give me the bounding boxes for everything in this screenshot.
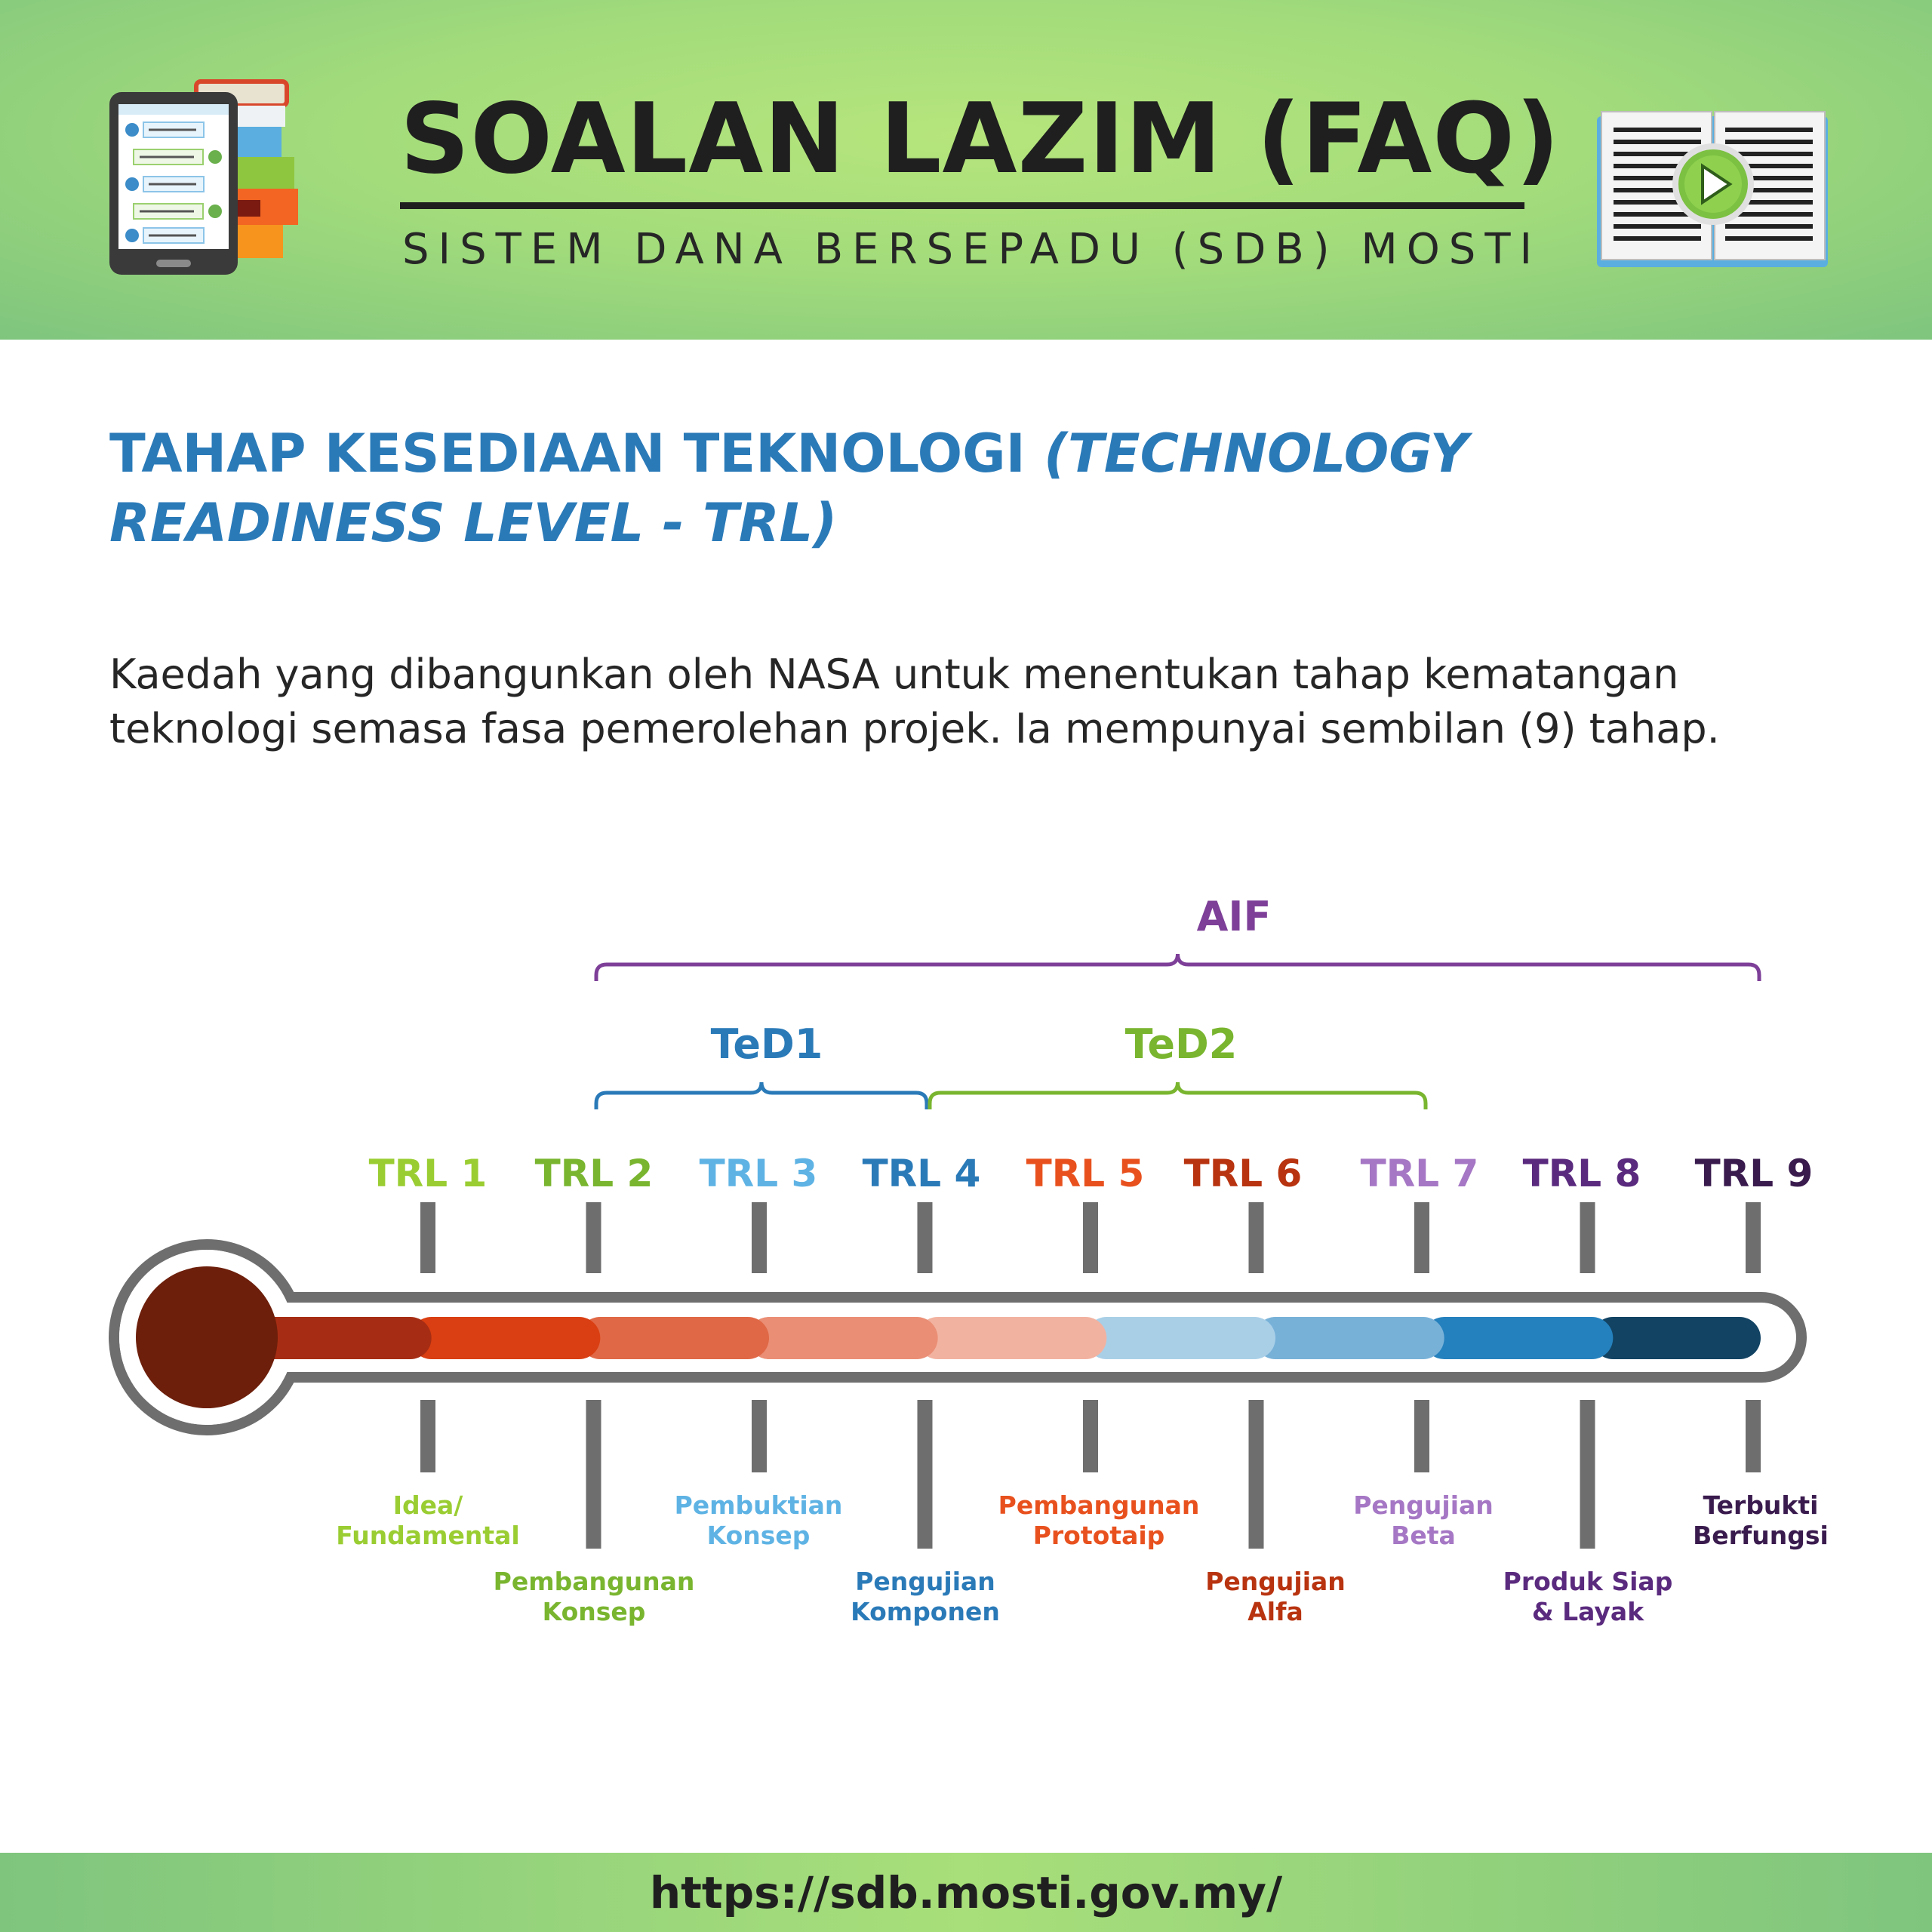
trl-segment-4: [748, 1317, 938, 1359]
upper-tick-3: [752, 1202, 767, 1273]
lower-tick-2: [586, 1400, 601, 1549]
section-title-italic-1: (TECHNOLOGY: [1044, 423, 1469, 485]
lower-tick-5: [1083, 1400, 1098, 1472]
trl-desc-2-line-1: Pembangunan: [493, 1567, 695, 1596]
trl-thermometer-diagram: [0, 868, 1932, 1668]
website-link[interactable]: https://sdb.mosti.gov.my/: [649, 1866, 1283, 1918]
upper-tick-9: [1746, 1202, 1761, 1273]
lower-tick-1: [420, 1400, 435, 1472]
lower-tick-4: [918, 1400, 933, 1549]
footer-bar: [0, 1853, 1932, 1932]
trl-desc-9-line-2: Berfungsi: [1693, 1521, 1829, 1550]
trl-segment-7: [1254, 1317, 1444, 1359]
bracket-aif: [596, 954, 1759, 981]
trl-label-1: TRL 1: [368, 1152, 488, 1195]
trl-desc-7-line-1: Pengujian: [1353, 1491, 1494, 1520]
upper-tick-4: [918, 1202, 933, 1273]
bracket-ted2: [930, 1082, 1426, 1109]
lower-tick-7: [1414, 1400, 1429, 1472]
trl-segment-9: [1592, 1317, 1761, 1359]
upper-tick-8: [1580, 1202, 1595, 1273]
trl-segment-5: [917, 1317, 1107, 1359]
upper-tick-1: [420, 1202, 435, 1273]
trl-segment-2: [411, 1317, 601, 1359]
trl-label-2: TRL 2: [534, 1152, 654, 1195]
trl-desc-4-line-1: Pengujian: [855, 1567, 995, 1596]
trl-desc-5-line-2: Prototaip: [1032, 1521, 1165, 1550]
upper-tick-6: [1249, 1202, 1264, 1273]
trl-desc-7-line-2: Beta: [1391, 1521, 1456, 1550]
section-title: [109, 419, 1845, 558]
section-title-italic-2: READINESS LEVEL - TRL): [109, 492, 838, 554]
book-play-icon: [1592, 106, 1834, 279]
trl-desc-2-line-2: Konsep: [542, 1597, 646, 1626]
lower-tick-6: [1249, 1400, 1264, 1549]
header-banner: [0, 0, 1932, 340]
trl-label-3: TRL 3: [699, 1152, 818, 1195]
trl-label-5: TRL 5: [1026, 1152, 1145, 1195]
trl-desc-3-line-2: Konsep: [706, 1521, 811, 1550]
bracket-ted1: [596, 1082, 927, 1109]
trl-desc-6-line-2: Alfa: [1247, 1597, 1303, 1626]
header-subtitle: SISTEM DANA BERSEPADU (SDB) MOSTI: [402, 225, 1542, 274]
tablet-books-icon: [102, 75, 328, 279]
trl-desc-6-line-1: Pengujian: [1205, 1567, 1346, 1596]
trl-segment-3: [579, 1317, 769, 1359]
lower-tick-9: [1746, 1400, 1761, 1472]
trl-label-7: TRL 7: [1360, 1152, 1479, 1195]
trl-label-9: TRL 9: [1694, 1152, 1814, 1195]
header-divider: [400, 202, 1524, 209]
bracket-label-aif: AIF: [1196, 893, 1272, 940]
trl-segment-8: [1423, 1317, 1614, 1359]
thermometer-bulb: [136, 1266, 278, 1408]
trl-label-4: TRL 4: [862, 1152, 981, 1195]
trl-desc-3-line-1: Pembuktian: [674, 1491, 843, 1520]
upper-tick-2: [586, 1202, 601, 1273]
header-title: SOALAN LAZIM (FAQ): [400, 83, 1561, 195]
trl-label-6: TRL 6: [1183, 1152, 1303, 1195]
bracket-label-ted1: TeD1: [710, 1020, 823, 1068]
trl-label-8: TRL 8: [1522, 1152, 1641, 1195]
trl-desc-1-line-2: Fundamental: [336, 1521, 520, 1550]
trl-desc-8-line-1: Produk Siap: [1503, 1567, 1673, 1596]
description-text: Kaedah yang dibangunkan oleh NASA untuk menentukan tahap kematangan teknologi semasa fasa pemerolehan projek. Ia mempunyai sembilan (9) tahap.: [109, 651, 1720, 752]
upper-tick-7: [1414, 1202, 1429, 1273]
trl-desc-5-line-1: Pembangunan: [998, 1491, 1200, 1520]
trl-segment-6: [1085, 1317, 1275, 1359]
lower-tick-8: [1580, 1400, 1595, 1549]
lower-tick-3: [752, 1400, 767, 1472]
section-title-main: TAHAP KESEDIAAN TEKNOLOGI: [109, 423, 1044, 485]
trl-desc-1-line-1: Idea/: [392, 1491, 463, 1520]
trl-desc-9-line-1: Terbukti: [1703, 1491, 1819, 1520]
trl-desc-4-line-2: Komponen: [851, 1597, 1000, 1626]
trl-desc-8-line-2: & Layak: [1531, 1597, 1644, 1626]
bracket-label-ted2: TeD2: [1124, 1020, 1238, 1068]
upper-tick-5: [1083, 1202, 1098, 1273]
